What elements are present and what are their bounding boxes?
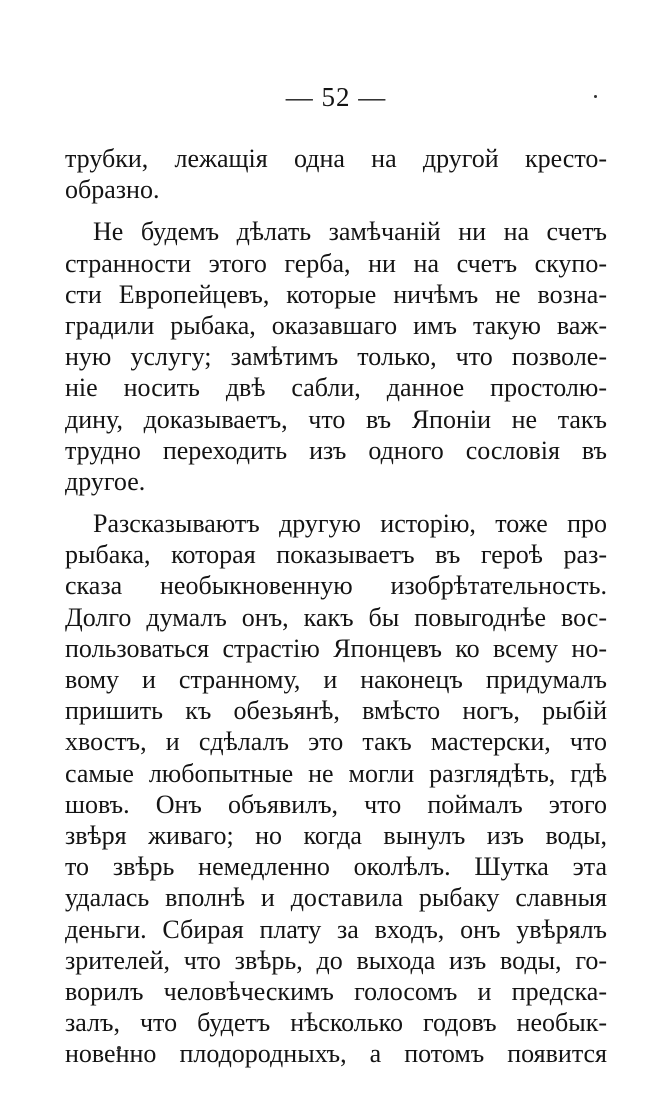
text-line: ніе носить двѣ сабли, данное простолю-	[65, 373, 607, 403]
text-line: Долго думалъ онъ, какъ бы повыгоднѣе вос-	[65, 602, 607, 632]
text-line: хвостъ, и сдѣлалъ это такъ мастерски, что	[65, 727, 607, 757]
paragraph	[65, 508, 607, 1069]
text-line: ную услугу; замѣтимъ только, что позволе-	[65, 342, 607, 372]
text-line: Разсказываютъ другую исторію, тоже про	[93, 509, 607, 539]
text-line: ворилъ человѣческимъ голосомъ и предска-	[65, 976, 607, 1006]
paragraph	[65, 143, 607, 205]
body-text	[65, 143, 607, 1069]
text-line: сти Европейцевъ, которые ничѣмъ не возна-	[65, 279, 607, 309]
text-line: залъ, что будетъ нѣсколько годовъ необык-	[65, 1008, 607, 1038]
text-line: пользоваться страстію Японцевъ ко всему но-	[65, 633, 607, 663]
page-number: — 52 —	[285, 82, 387, 112]
text-line: Не будемъ дѣлать замѣчаній ни на счетъ	[93, 217, 607, 247]
text-line: звѣря живаго; но когда вынулъ изъ воды,	[65, 820, 607, 850]
text-line: дину, доказываетъ, что въ Японіи не такъ	[65, 404, 607, 434]
text-line: пришить къ обезьянѣ, вмѣсто ногъ, рыбій	[65, 696, 607, 726]
text-line: деньги. Сбирая плату за входъ, онъ увѣрялъ	[65, 914, 607, 944]
text-line: сказа необыкновенную изобрѣтательность.	[65, 571, 607, 601]
text-line: удалась вполнѣ и доставила рыбаку славныя	[65, 883, 607, 913]
text-line: образно.	[65, 175, 160, 205]
text-line: шовъ. Онъ объявилъ, что поймалъ этого	[65, 789, 607, 819]
print-speck	[594, 95, 597, 98]
text-line: странности этого герба, ни на счетъ скупо-	[65, 248, 607, 278]
text-line: самые любопытные не могли разглядѣть, гдѣ	[65, 758, 607, 788]
text-line: градили рыбака, оказавшаго имъ такую важ-	[65, 310, 607, 340]
text-line: то звѣрь немедленно околѣлъ. Шутка эта	[65, 852, 607, 882]
text-line: трудно переходить изъ одного сословія въ	[65, 435, 607, 465]
text-line: новенно плодородныхъ, а потомъ появится	[65, 1039, 607, 1069]
text-line: зрителей, что звѣрь, до выхода изъ воды, го-	[65, 945, 607, 975]
paragraph-gap	[65, 205, 607, 216]
paragraph	[65, 216, 607, 497]
paragraph-gap	[65, 497, 607, 508]
text-line: вому и странному, и наконецъ придумалъ	[65, 665, 607, 694]
text-line: трубки, лежащія одна на другой кресто-	[65, 144, 607, 173]
text-line: другое.	[65, 466, 146, 496]
text-line: рыбака, которая показываетъ въ героѣ раз-	[65, 540, 607, 570]
